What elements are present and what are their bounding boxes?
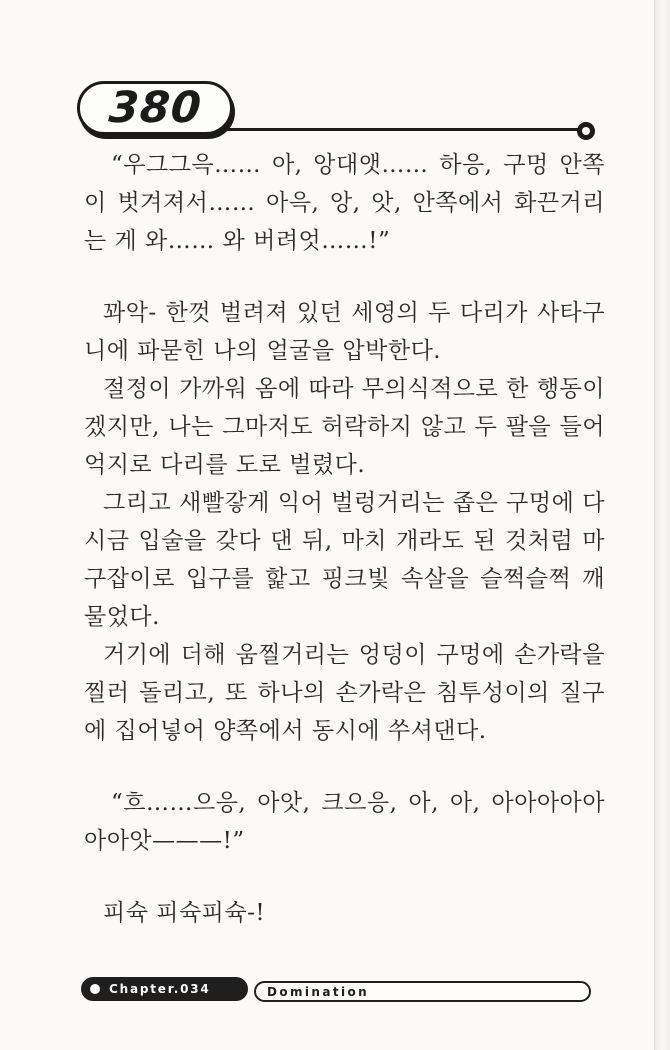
page-text-block [84, 146, 605, 932]
page-number-badge [77, 81, 233, 135]
book-title-label: Domination [267, 984, 370, 999]
header-rule-end-ring-icon [577, 122, 595, 140]
paragraph-narration-4: 거기에 더해 움찔거리는 엉덩이 구멍에 손가락을 찔러 돌리고, 또 하나의 손가락은 침투성이의 질구에 집어넣어 양쪽에서 동시에 쑤셔댄다. [84, 642, 605, 744]
paragraph-narration-3: 그리고 새빨갛게 익어 벌렁거리는 좁은 구멍에 다시금 입술을 갖다 댄 뒤, 마치 개라도 된 것처럼 마구잡이로 입구를 핥고 핑크빛 속살을 슬쩍슬쩍 깨물었다. [84, 490, 605, 630]
paragraph-narration-1: 꽈악- 한껏 벌려져 있던 세영의 두 다리가 사타구니에 파묻힌 나의 얼굴을 압박한다. [84, 300, 605, 364]
paragraph-dialogue-2: “흐……으응, 아앗, 크으응, 아, 아, 아아아아아아아앗———!” [84, 790, 605, 854]
paragraph-sfx: 피슉 피슉피슉-! [103, 900, 266, 926]
page-number: 380 [106, 82, 204, 133]
chapter-label: Chapter.034 [109, 982, 211, 996]
paragraph-narration-2: 절정이 가까워 옴에 따라 무의식적으로 한 행동이겠지만, 나는 그마저도 허락하지 않고 두 팔을 들어 억지로 다리를 도로 벌렸다. [84, 376, 605, 478]
chapter-bullet-dot-icon [90, 984, 100, 994]
page-edge-shadow [654, 0, 670, 1050]
chapter-badge [81, 977, 248, 1001]
book-title-badge [254, 981, 591, 1002]
paragraph-dialogue-1: “우그그윽…… 아, 앙대앳…… 하응, 구멍 안쪽이 벗겨져서…… 아윽, 앙, 앗, 안쪽에서 화끈거리는 게 와…… 와 버려엇……!” [84, 152, 605, 254]
